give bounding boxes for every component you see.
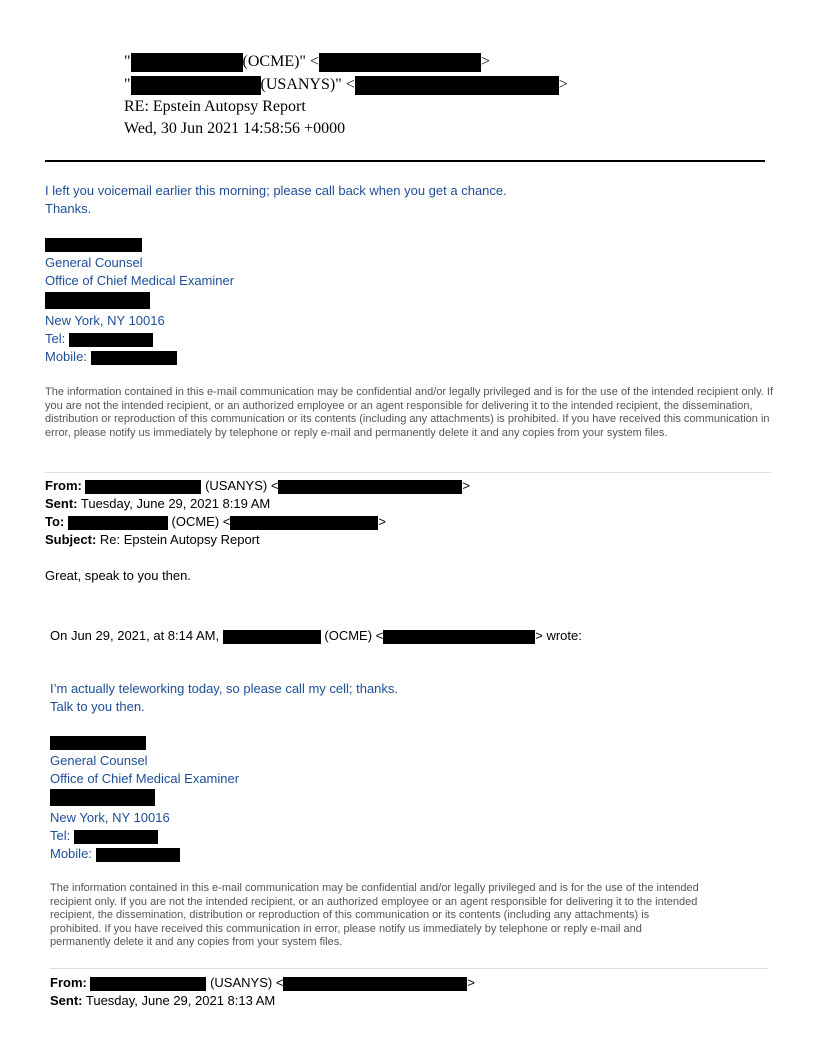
disclaimer-2-line: recipient, the dissemination, distribution or reproduction of this communication or its contents (including any attachments) is — [50, 909, 650, 922]
redacted-tel — [74, 830, 158, 844]
sig-tel-row — [45, 330, 153, 348]
msg1-line2: Thanks. — [45, 201, 92, 216]
redacted-tel — [69, 333, 153, 347]
email2-from-row — [45, 477, 470, 495]
email2-to-label: To: — [45, 514, 65, 529]
email3-sent-row — [50, 992, 275, 1010]
from-quote: " — [124, 53, 131, 71]
msg1-line1: I left you voicemail earlier this morning; please call back when you get a chance. — [45, 183, 507, 198]
email2-subject-label: Subject: — [45, 532, 97, 547]
email2-to-org: (OCME) < — [171, 514, 231, 529]
date-text: Wed, 30 Jun 2021 14:58:56 +0000 — [124, 120, 346, 137]
redacted-email — [355, 76, 559, 95]
email3-from-label: From: — [50, 975, 87, 990]
redacted-mobile — [91, 351, 177, 365]
email3-from-close: > — [467, 975, 476, 990]
email2-to-close: > — [378, 514, 386, 529]
from-close: > — [480, 53, 490, 71]
redacted-signature-name — [50, 736, 146, 750]
disclaimer-2-line: prohibited. If you have received this communication in error, please notify us immediately by telephone or reply e-mail and — [50, 922, 642, 935]
sig-city: New York, NY 10016 — [45, 313, 165, 328]
email2-from-label: From: — [45, 478, 82, 493]
quote-suffix: > wrote: — [535, 628, 582, 643]
sig2-city: New York, NY 10016 — [50, 810, 170, 825]
from-org: (OCME)" < — [242, 53, 319, 71]
quote-org: (OCME) < — [324, 628, 384, 643]
email2-sent-label: Sent: — [45, 496, 78, 511]
redacted-email — [319, 53, 481, 72]
disclaimer-1: The information contained in this e-mail communication may be confidential and/or legally privileged and is for the use of the intended recipient only. If you are not the intended recipient, or an authorized employee or an agent responsible for delivering it to the intended recipient, the dissemination, distribution or reproduction of this communication or its contents (including any attachments) is prohibited. If you have received this communication in error, please notify us immediately by telephone or reply e-mail and permanently delete it and any copies from your system files. — [45, 386, 774, 439]
sig2-mobile-label: Mobile: — [50, 846, 92, 861]
divider-2 — [50, 968, 768, 969]
sig-mobile-row — [45, 348, 177, 366]
sig-org: Office of Chief Medical Examiner — [45, 273, 235, 288]
email2-subject-row — [45, 531, 260, 549]
redacted-email — [283, 977, 467, 991]
sig2-tel-label: Tel: — [50, 828, 71, 843]
redacted-name — [223, 630, 321, 644]
divider-1 — [45, 472, 771, 473]
redacted-address — [45, 292, 150, 309]
redacted-email — [230, 516, 378, 530]
header-divider — [45, 160, 765, 162]
redacted-email — [278, 480, 462, 494]
email2-from-org: (USANYS) < — [205, 478, 279, 493]
email2-to-row — [45, 513, 386, 531]
email2-body: Great, speak to you then. — [45, 568, 191, 583]
quote-prefix: On Jun 29, 2021, at 8:14 AM, — [50, 628, 220, 643]
subject-text: RE: Epstein Autopsy Report — [124, 98, 306, 115]
sig2-org: Office of Chief Medical Examiner — [50, 771, 240, 786]
redacted-email — [383, 630, 535, 644]
sig-title: General Counsel — [45, 255, 143, 270]
to-close: > — [558, 76, 568, 94]
redacted-name — [131, 76, 261, 95]
quote-attribution — [50, 627, 582, 645]
quote-line1: I’m actually teleworking today, so please call my cell; thanks. — [50, 681, 399, 696]
email2-subject: Re: Epstein Autopsy Report — [99, 532, 260, 547]
disclaimer-2-line: permanently delete it and any copies from your system files. — [50, 936, 343, 949]
email3-sent-label: Sent: — [50, 993, 83, 1008]
redacted-name — [85, 480, 201, 494]
sig2-tel-row — [50, 827, 158, 845]
disclaimer-2-line: The information contained in this e-mail communication may be confidential and/or legally privileged and is for the use of the intended — [50, 882, 699, 894]
quote-line2: Talk to you then. — [50, 699, 145, 714]
sig2-mobile-row — [50, 845, 180, 863]
to-org: (USANYS)" < — [260, 76, 355, 94]
email3-from-org: (USANYS) < — [210, 975, 284, 990]
sig2-title: General Counsel — [50, 753, 148, 768]
email2-sent-row — [45, 495, 270, 513]
sig-mobile-label: Mobile: — [45, 349, 87, 364]
to-quote: " — [124, 76, 131, 94]
redacted-name — [131, 53, 243, 72]
disclaimer-2-line: recipient only. If you are not the intended recipient, or an authorized employee or an agent responsible for delivering it to the intended — [50, 895, 698, 908]
redacted-name — [90, 977, 206, 991]
redacted-address — [50, 789, 155, 806]
redacted-mobile — [96, 848, 180, 862]
email3-sent: Tuesday, June 29, 2021 8:13 AM — [85, 993, 276, 1008]
disclaimer-2 — [50, 882, 780, 950]
email3-from-row — [50, 974, 475, 992]
redacted-signature-name — [45, 238, 142, 252]
redacted-name — [68, 516, 168, 530]
email2-sent: Tuesday, June 29, 2021 8:19 AM — [80, 496, 271, 511]
email2-from-close: > — [462, 478, 471, 493]
sig-tel-label: Tel: — [45, 331, 66, 346]
